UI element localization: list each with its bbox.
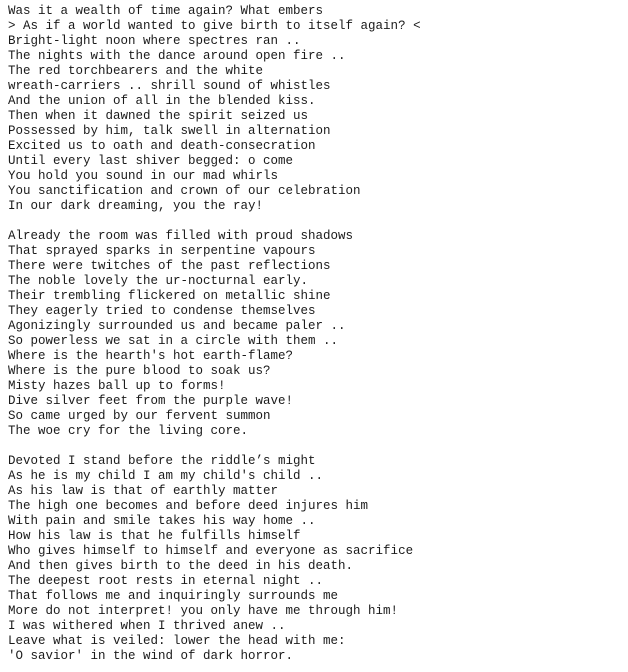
poem-line: wreath-carriers .. shrill sound of whistles	[8, 79, 331, 93]
poem-line: Excited us to oath and death-consecration	[8, 139, 316, 153]
poem-line: Then when it dawned the spirit seized us	[8, 109, 309, 123]
poem-text	[8, 4, 623, 664]
poem-line: They eagerly tried to condense themselves	[8, 304, 316, 318]
poem-line: The deepest root rests in eternal night ..	[8, 574, 324, 588]
poem-line: You hold you sound in our mad whirls	[8, 169, 279, 183]
poem-line: Possessed by him, talk swell in alternation	[8, 124, 331, 138]
poem-line: I was withered when I thrived anew ..	[8, 619, 286, 633]
stanza-2	[8, 229, 623, 439]
poem-line: The woe cry for the living core.	[8, 424, 249, 438]
poem-line: > As if a world wanted to give birth to itself again? <	[8, 19, 421, 33]
poem-line: Who gives himself to himself and everyone as sacrifice	[8, 544, 414, 558]
poem-line: Was it a wealth of time again? What embers	[8, 4, 324, 18]
poem-line: Agonizingly surrounded us and became paler ..	[8, 319, 346, 333]
poem-line: With pain and smile takes his way home ..	[8, 514, 316, 528]
poem-line: Leave what is veiled: lower the head with me:	[8, 634, 346, 648]
poem-line: How his law is that he fulfills himself	[8, 529, 301, 543]
poem-line: That sprayed sparks in serpentine vapours	[8, 244, 316, 258]
poem-line: Bright-light noon where spectres ran ..	[8, 34, 301, 48]
poem-line: Where is the pure blood to soak us?	[8, 364, 271, 378]
poem-line: More do not interpret! you only have me through him!	[8, 604, 399, 618]
poem-line: Until every last shiver begged: o come	[8, 154, 294, 168]
poem-line: As he is my child I am my child's child ..	[8, 469, 324, 483]
stanza-3	[8, 454, 623, 664]
poem-line: Dive silver feet from the purple wave!	[8, 394, 294, 408]
stanza-1	[8, 4, 623, 214]
poem-line: So came urged by our fervent summon	[8, 409, 271, 423]
poem-line: Already the room was filled with proud shadows	[8, 229, 354, 243]
poem-line: Where is the hearth's hot earth-flame?	[8, 349, 294, 363]
poem-line: In our dark dreaming, you the ray!	[8, 199, 264, 213]
poem-line: Their trembling flickered on metallic shine	[8, 289, 331, 303]
poem-line: And then gives birth to the deed in his death.	[8, 559, 354, 573]
poem-line: The red torchbearers and the white	[8, 64, 264, 78]
poem-line: Devoted I stand before the riddle’s might	[8, 454, 316, 468]
stanza-break	[8, 214, 623, 229]
poem-line: As his law is that of earthly matter	[8, 484, 279, 498]
poem-line: The noble lovely the ur-nocturnal early.	[8, 274, 309, 288]
stanza-break	[8, 439, 623, 454]
poem-line: There were twitches of the past reflections	[8, 259, 331, 273]
poem-line: The nights with the dance around open fire ..	[8, 49, 346, 63]
poem-line: The high one becomes and before deed injures him	[8, 499, 369, 513]
poem-line: That follows me and inquiringly surrounds me	[8, 589, 339, 603]
poem-line: Misty hazes ball up to forms!	[8, 379, 226, 393]
poem-line: 'O savior' in the wind of dark horror.	[8, 649, 294, 663]
poem-line: And the union of all in the blended kiss.	[8, 94, 316, 108]
poem-line: You sanctification and crown of our celebration	[8, 184, 361, 198]
poem-line: So powerless we sat in a circle with them ..	[8, 334, 339, 348]
